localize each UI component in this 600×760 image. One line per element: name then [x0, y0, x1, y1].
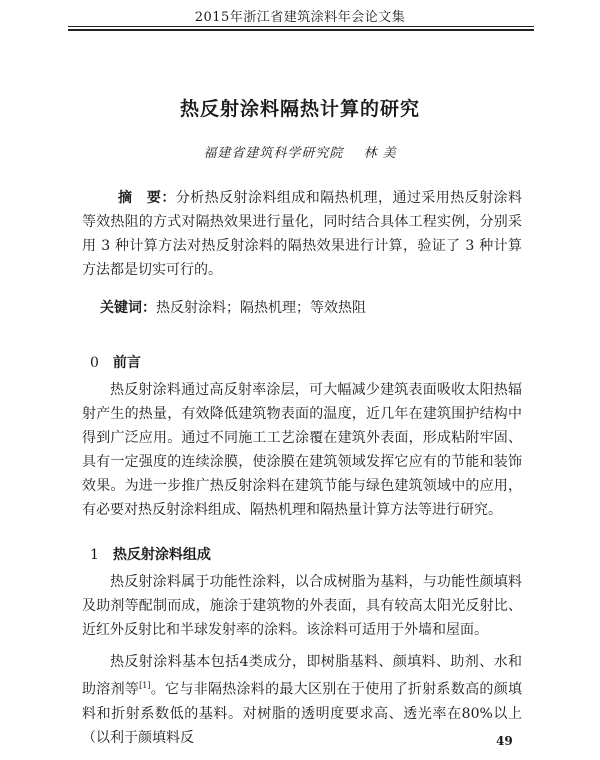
running-header: 2015年浙江省建筑涂料年会论文集: [194, 10, 406, 25]
section-paragraph: 热反射涂料属于功能性涂料，以合成树脂为基料，与功能性颜填料及助剂等配制而成，施涂于建筑物的外表面，具有较高太阳光反射比、近红外反射比和半球发射率的涂料。该涂料可适用于外墙和屋面。: [82, 574, 522, 638]
header-rule-top: [68, 26, 534, 27]
affiliation: 福建省建筑科学研究院: [203, 146, 344, 161]
author-name: 林 美: [363, 146, 397, 161]
abstract-text: 分析热反射涂料组成和隔热机理，通过采用热反射涂料等效热阻的方式对隔热效果进行量化，同时结合具体工程实例，分别采用 3 种计算方法对热反射涂料的隔热效果进行计算，验证了 3 种计算方法都是切实可行的。: [82, 190, 523, 278]
paragraph-text: 热反射涂料基本包括4类成分，即树脂基料、颜填料、助剂、水和助溶剂等: [82, 654, 522, 698]
section-paragraph: 热反射涂料通过高反射率涂层，可大幅减少建筑表面吸收太阳热辐射产生的热量，有效降低建筑物表面的温度，近几年在建筑围护结构中得到广泛应用。通过不同施工工艺涂覆在建筑外表面，形成粘附牢固、具有一定强度的连续涂膜，使涂膜在建筑领域发挥它应有的节能和装饰效果。为进一步推广热反射涂料在建筑节能与绿色建筑领域中的应用，有必要对热反射涂料组成、隔热机理和隔热量计算方法等进行研究。: [82, 382, 522, 518]
abstract: [82, 186, 522, 282]
section-heading-0: [90, 352, 141, 372]
keywords-text: 热反射涂料；隔热机理；等效热阻: [156, 300, 366, 316]
section-heading-1: [90, 544, 211, 564]
section-number: 1: [90, 547, 99, 563]
paragraph-text: 。它与非隔热涂料的最大区别在于使用了折射系数高的颜填料和折射系数低的基料。对树脂的透明度要求高、透光率在80%以上（以利于颜填料反: [82, 681, 523, 746]
header-rule-bottom: [68, 29, 534, 31]
abstract-label: 摘 要：: [118, 190, 176, 206]
keywords: [82, 296, 522, 320]
citation-marker: [1]: [139, 681, 151, 690]
author-line: [0, 142, 600, 161]
section-title: 热反射涂料组成: [112, 547, 211, 563]
keywords-label: 关键词：: [100, 300, 156, 316]
section-number: 0: [90, 355, 99, 371]
article-title: 热反射涂料隔热计算的研究: [179, 98, 420, 120]
page-number: 49: [496, 734, 513, 748]
section-paragraph: [82, 650, 522, 750]
section-title: 前言: [112, 355, 141, 371]
